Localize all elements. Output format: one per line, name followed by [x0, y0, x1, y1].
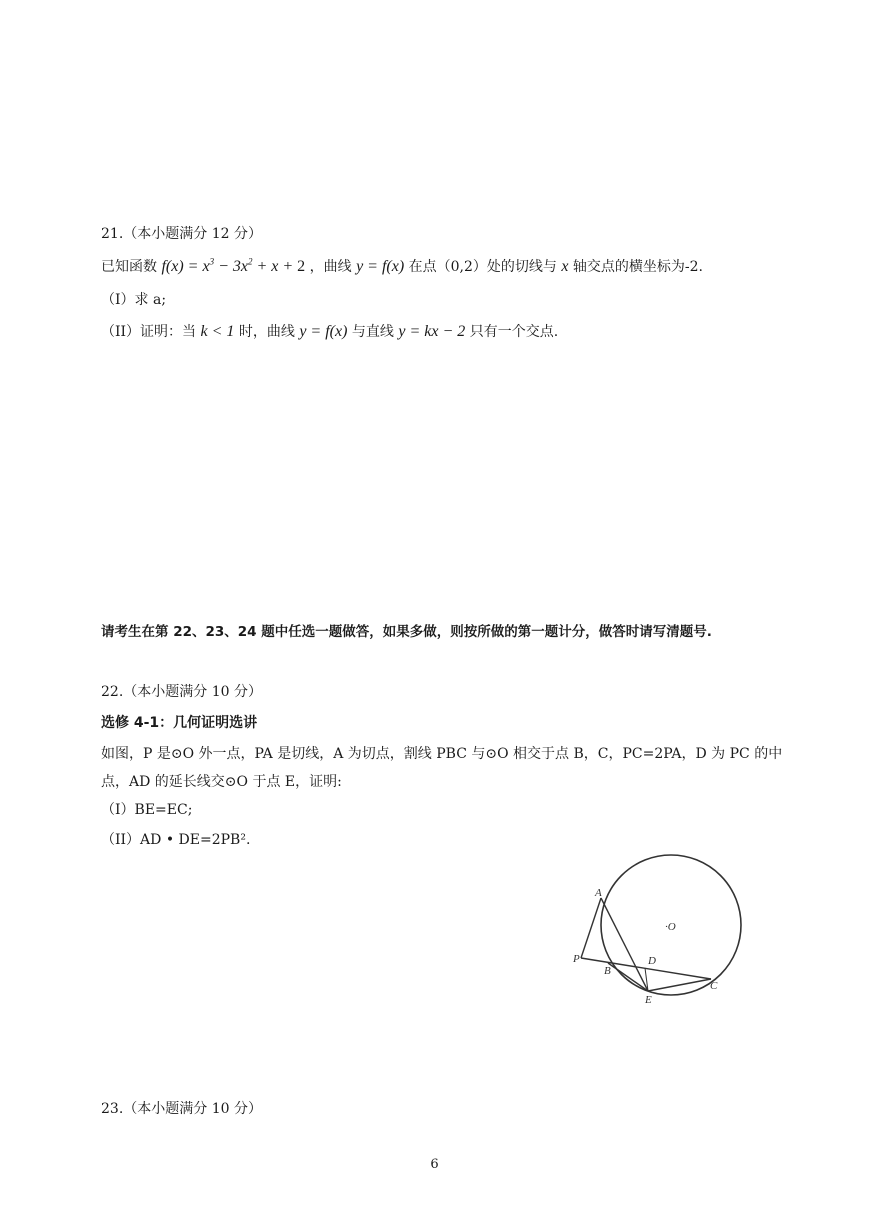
label-p: P [573, 953, 580, 965]
q21-x-var: x [561, 258, 569, 275]
q21-stem-mid1: ，曲线 [309, 259, 352, 275]
q21-part2-mid1: 时，曲线 [238, 324, 295, 340]
label-a: A [595, 887, 602, 899]
selection-instruction: 请考生在第 22、23、24 题中任选一题做答，如果多做，则按所做的第一题计分，做答时请写清题号. [101, 624, 712, 640]
q22-subtitle: 选修 4-1：几何证明选讲 [101, 715, 258, 731]
q21-part2-prefix: （II）证明：当 [101, 324, 197, 340]
q22-body-line2: 点，AD 的延长线交⊙O 于点 E，证明: [101, 774, 342, 790]
q21-part2-curve: y = f(x) [299, 323, 348, 340]
q21-part1: （I）求 a; [101, 292, 167, 308]
q21-curve-expr: y = f(x) [356, 258, 405, 275]
page-number: 6 [430, 1157, 439, 1172]
q22-body-line1: 如图，P 是⊙O 外一点，PA 是切线，A 为切点，割线 PBC 与⊙O 相交于点 B，C，PC=2PA，D 为 PC 的中 [101, 746, 783, 762]
q22-part2: （II）AD • DE=2PB². [101, 832, 251, 848]
label-d: D [648, 955, 656, 967]
q21-stem [101, 257, 703, 277]
q21-condition-expr: k < 1 [200, 323, 235, 340]
label-o: ·O [665, 921, 676, 933]
q21-stem-end: 轴交点的横坐标为-2. [572, 259, 704, 275]
q22-part1: （I）BE=EC; [101, 802, 193, 818]
q23-header: 23.（本小题满分 10 分） [101, 1101, 262, 1117]
q21-header: 21.（本小题满分 12 分） [101, 226, 262, 242]
geometry-figure [568, 850, 753, 1010]
label-c: C [710, 980, 718, 992]
q21-function-expr: $f(x) = x^3 - 3x^2 + x + 2$ [161, 256, 306, 275]
q21-line-expr: y = kx − 2 [398, 323, 466, 340]
label-e: E [645, 994, 652, 1006]
q21-part2 [101, 322, 558, 342]
label-b: B [604, 965, 611, 977]
segment-ec [648, 979, 711, 991]
q21-stem-mid2: 在点（0,2）处的切线与 [408, 259, 557, 275]
q22-header: 22.（本小题满分 10 分） [101, 684, 262, 700]
q21-stem-prefix: 已知函数 [101, 259, 157, 275]
q21-part2-mid2: 与直线 [351, 324, 394, 340]
q21-part2-end: 只有一个交点. [469, 324, 559, 340]
segment-pa [581, 898, 601, 958]
